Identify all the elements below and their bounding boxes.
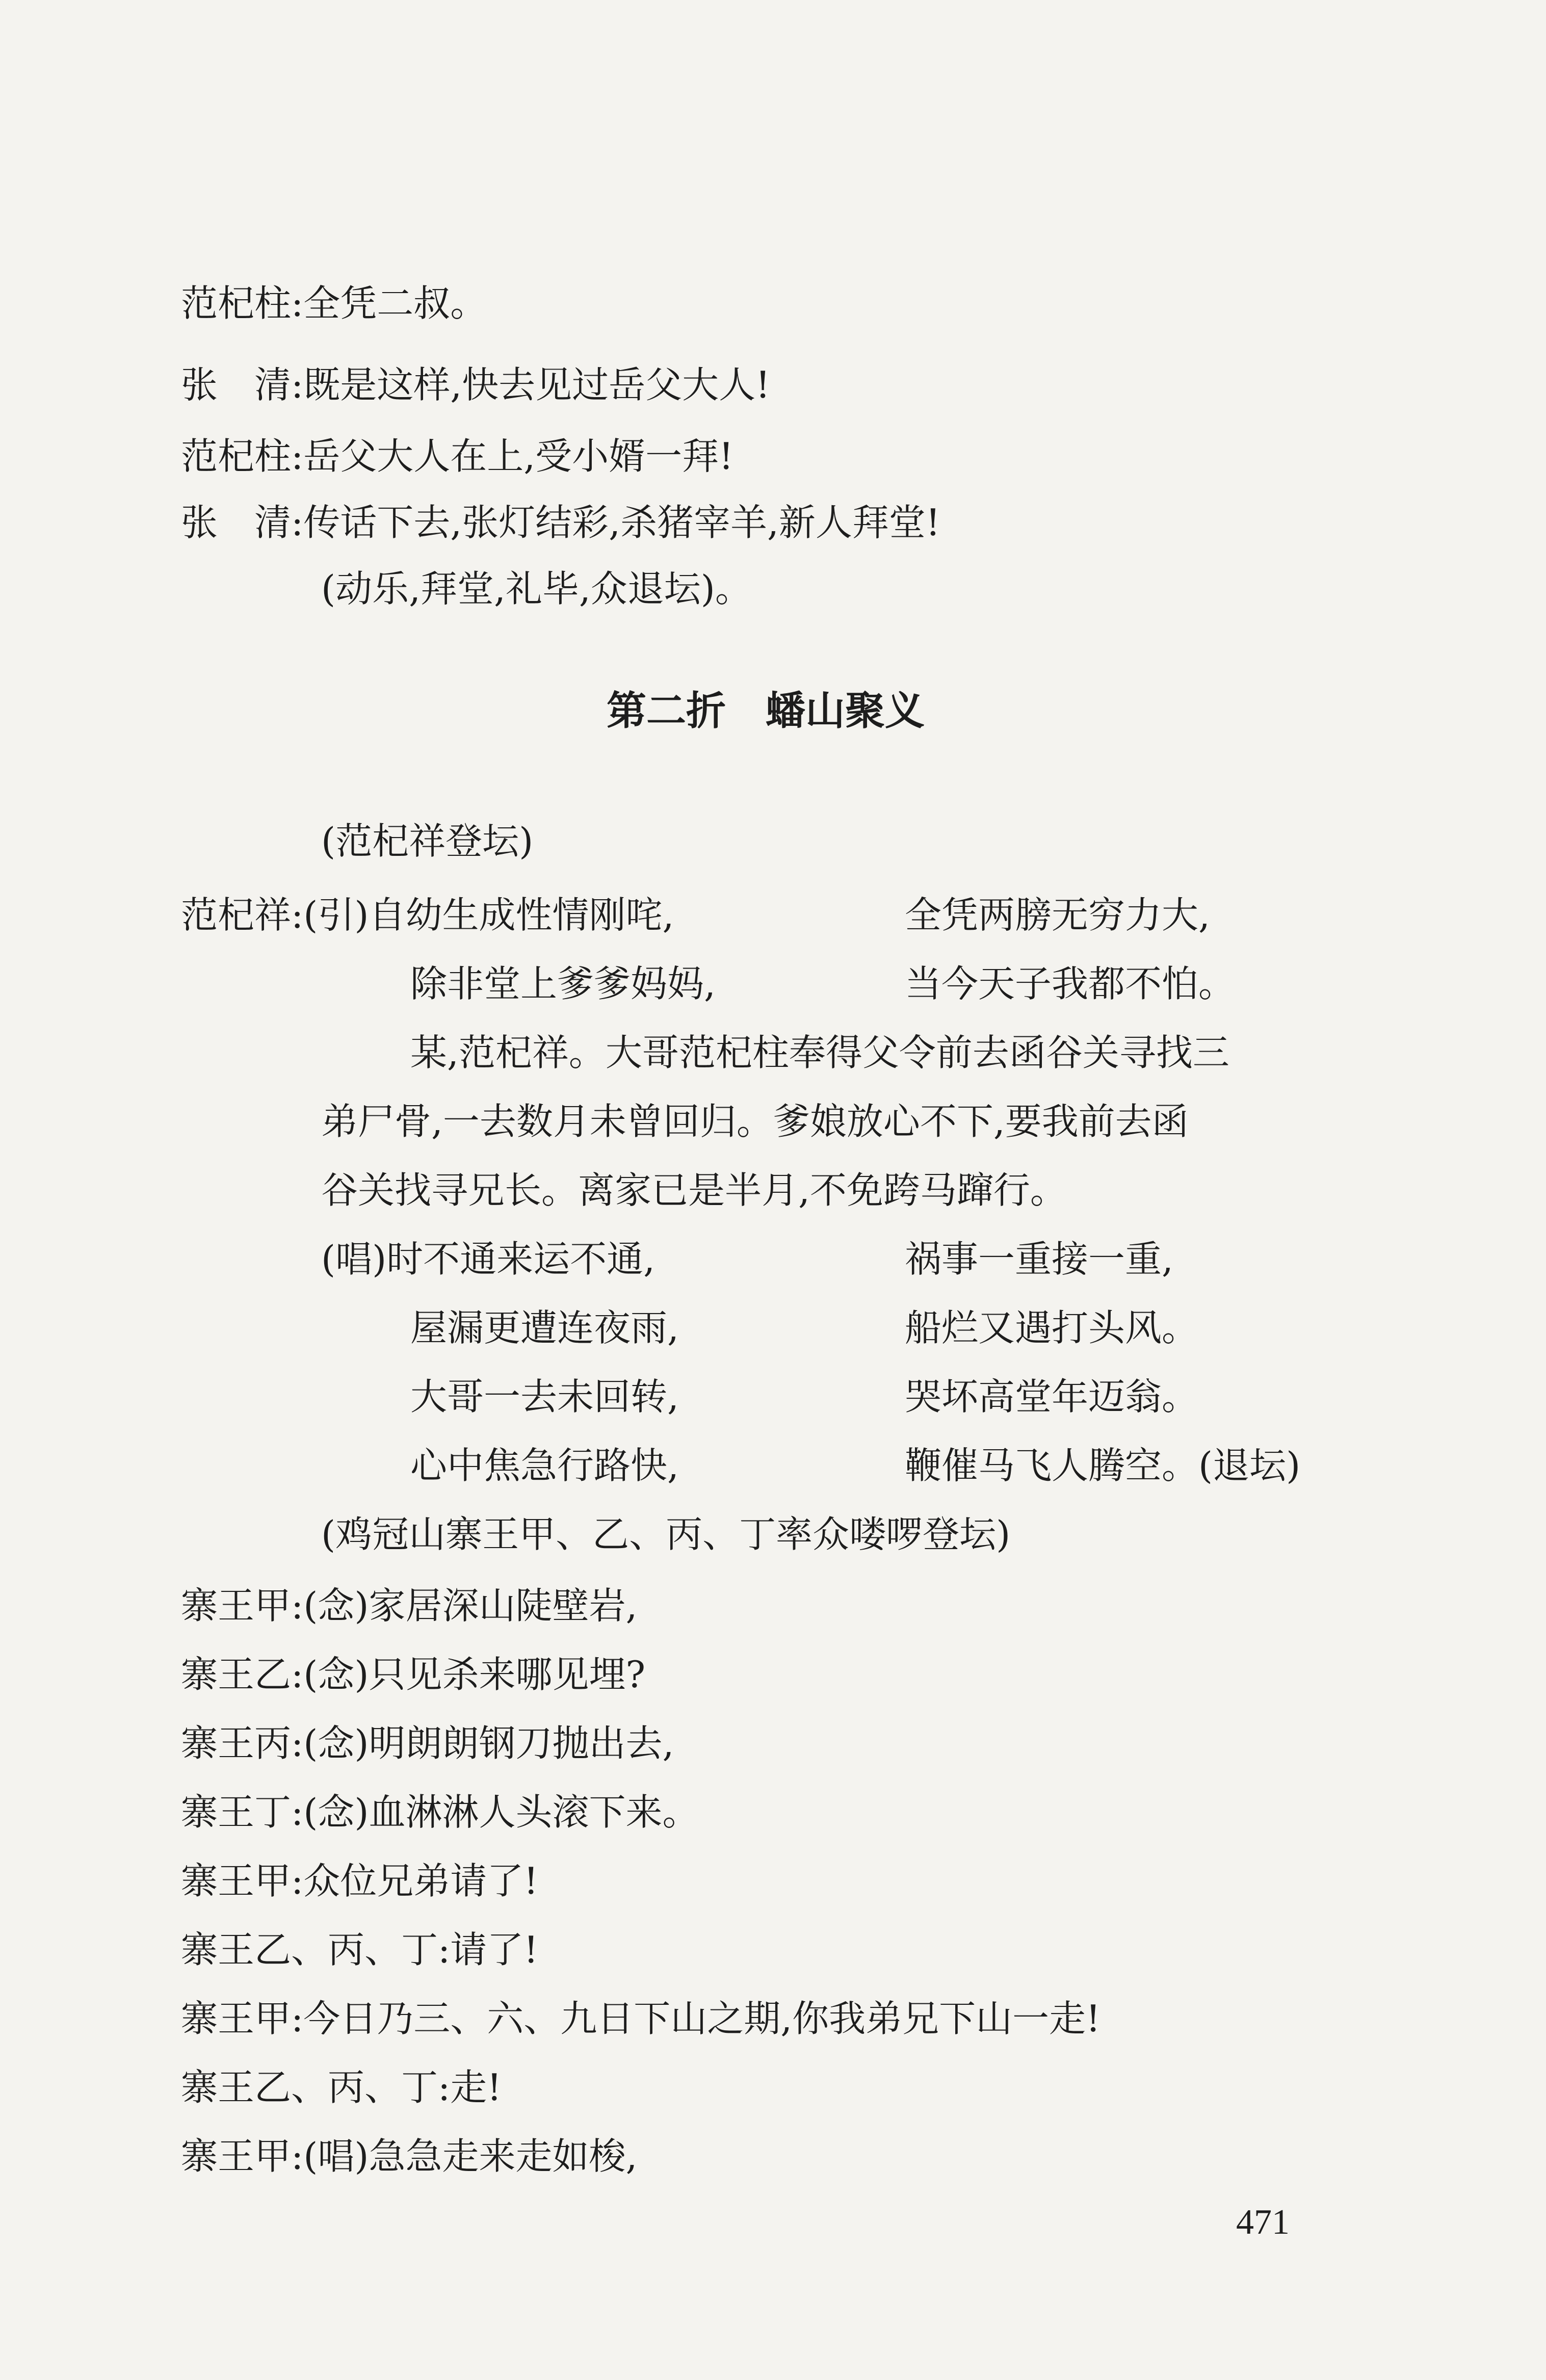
stage-direction: (范杞祥登坛) (321, 820, 534, 862)
speech-line: 弟尸骨,一去数月未曾回归。爹娘放心不下,要我前去函 (321, 1100, 1189, 1143)
dialogue-line: 寨王甲:众位兄弟请了! (181, 1860, 539, 1902)
dialogue-line: 寨王乙、丙、丁:走! (181, 2066, 502, 2109)
stage-direction: (鸡冠山寨王甲、乙、丙、丁率众喽啰登坛) (321, 1513, 1011, 1556)
song-line: 屋漏更遭连夜雨, (410, 1306, 679, 1349)
song-line: 船烂又遇打头风。 (905, 1306, 1199, 1349)
page-number: 471 (1236, 2203, 1290, 2242)
dialogue-line: 寨王乙、丙、丁:请了! (181, 1928, 539, 1971)
verse-line: 全凭两膀无穷力大, (905, 894, 1210, 936)
speech-line: 某,范杞祥。大哥范杞柱奉得父令前去函谷关寻找三 (410, 1031, 1229, 1074)
text-line: 范杞柱:岳父大人在上,受小婿一拜! (181, 435, 734, 478)
dialogue-line: 寨王甲:(唱)急急走来走如梭, (181, 2135, 638, 2178)
verse-line: 除非堂上爹爹妈妈, (410, 962, 716, 1005)
song-line: 祸事一重接一重, (905, 1238, 1173, 1280)
stage-direction: (动乐,拜堂,礼毕,众退坛)。 (321, 567, 752, 610)
song-line: 鞭催马飞人腾空。(退坛) (905, 1444, 1301, 1487)
dialogue-line: 寨王丙:(念)明朗朗钢刀抛出去, (181, 1722, 674, 1765)
verse-line: 范杞祥:(引)自幼生成性情刚咤, (181, 894, 674, 936)
dialogue-line: 寨王甲:(念)家居深山陡壁岩, (181, 1584, 638, 1627)
text-line: 张 清:既是这样,快去见过岳父大人! (181, 363, 771, 406)
verse-line: 当今天子我都不怕。 (905, 962, 1236, 1005)
speech-line: 谷关找寻兄长。离家已是半月,不免跨马蹿行。 (321, 1169, 1067, 1212)
dialogue-line: 寨王乙:(念)只见杀来哪见埋? (181, 1653, 646, 1696)
text-line: 张 清:传话下去,张灯结彩,杀猪宰羊,新人拜堂! (181, 501, 940, 544)
song-line: 心中焦急行路快, (410, 1444, 679, 1487)
song-line: (唱)时不通来运不通, (321, 1238, 656, 1280)
text-line: 范杞柱:全凭二叔。 (181, 282, 487, 325)
song-line: 哭坏高堂年迈翁。 (905, 1375, 1199, 1418)
dialogue-line: 寨王甲:今日乃三、六、九日下山之期,你我弟兄下山一走! (181, 1997, 1101, 2040)
dialogue-line: 寨王丁:(念)血淋淋人头滚下来。 (181, 1791, 699, 1834)
section-title: 第二折 蟠山聚义 (607, 688, 925, 734)
song-line: 大哥一去未回转, (410, 1375, 679, 1418)
